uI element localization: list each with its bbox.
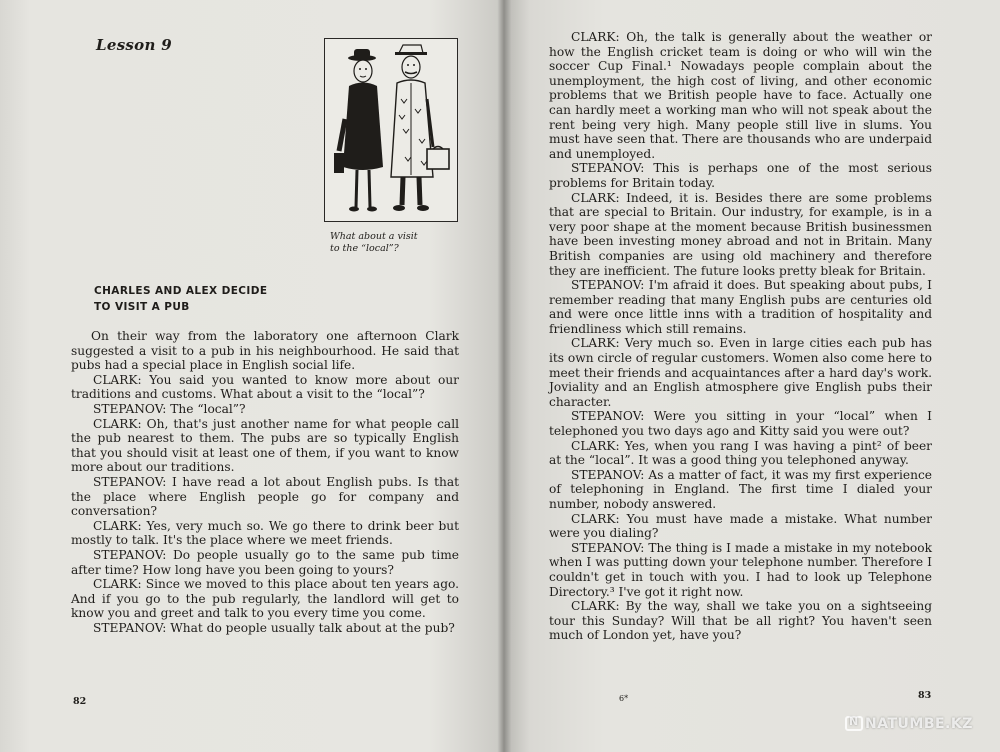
paragraph: STEPANOV: What do people usually talk about at the pub? [93, 620, 455, 635]
left-body-text [71, 329, 459, 635]
signature-mark: 6* [619, 694, 629, 703]
watermark [845, 716, 973, 732]
watermark-text: NATUMBE.KZ [865, 716, 973, 732]
paragraph: STEPANOV: The “local”? [93, 401, 246, 416]
cartoon-figures-icon [325, 39, 456, 220]
paragraph: CLARK: Since we moved to this place about ten years ago. And if you go to the pub regularly, the landlord will get to know you and greet and talk to you every time you come. [71, 577, 459, 621]
paragraph: CLARK: You must have made a mistake. What number were you dialing? [549, 511, 932, 541]
paragraph: CLARK: Yes, very much so. We go there to drink beer but mostly to talk. It's the place where we meet friends. [71, 518, 459, 548]
paragraph: CLARK: Oh, the talk is generally about the weather or how the English cricket team is doing or who will win the soccer Cup Final.¹ Nowadays people complain about the unemployment, the high cost of living, and other economic problems that we British people have to face. Actually one can hardly meet a working man who will not speak about the rent being very high. Many people still live in slums. You must have seen that. There are thousands who are underpaid and unemployed. [549, 30, 932, 161]
section-heading [94, 283, 267, 315]
paragraph: CLARK: Very much so. Even in large cities each pub has its own circle of regular customers. Women also come here to meet their friends and acquaintances after a hard day's work. Joviality and an English atmosphere give English pubs their character. [549, 336, 932, 409]
page-number-left: 82 [73, 696, 87, 707]
right-page [505, 0, 1000, 752]
paragraph: STEPANOV: Do people usually go to the same pub time after time? How long have you been going to yours? [71, 547, 459, 577]
page-number-right: 83 [918, 690, 932, 701]
paragraph: CLARK: Yes, when you rang I was having a pint² of beer at the “local”. It was a good thing you telephoned anyway. [549, 438, 932, 468]
paragraph: STEPANOV: I have read a lot about English pubs. Is that the place where English people go for company and conversation? [71, 474, 459, 519]
paragraph: STEPANOV: The thing is I made a mistake in my notebook when I was putting down your telephone number. Therefore I couldn't get in touch with you. I had to look up Telephone Directory.³ I've got it right now. [549, 540, 932, 599]
paragraph: On their way from the laboratory one afternoon Clark suggested a visit to a pub in his neighbourhood. He said that pubs had a special place in English social life. [71, 329, 459, 373]
section-heading-line: TO VISIT A PUB [94, 301, 190, 313]
paragraph: CLARK: By the way, shall we take you on a sightseeing tour this Sunday? Will that be all right? You haven't seen much of London yet, have you? [549, 599, 932, 643]
illustration-two-men [324, 38, 458, 222]
caption-line: to the “local”? [330, 243, 399, 254]
caption-line: What about a visit [330, 231, 418, 242]
section-heading-line: CHARLES AND ALEX DECIDE [94, 285, 268, 297]
paragraph: CLARK: Oh, that's just another name for what people call the pub nearest to them. The pubs are so typically English that you should visit at least one of them, if you want to know more about our traditions. [71, 416, 459, 475]
paragraph: STEPANOV: This is perhaps one of the most serious problems for Britain today. [549, 161, 932, 190]
paragraph: STEPANOV: As a matter of fact, it was my first experience of telephoning in England. The first time I dialed your number, nobody answered. [549, 467, 932, 511]
paragraph: STEPANOV: Were you sitting in your “local” when I telephoned you two days ago and Kitty said you were out? [549, 409, 932, 439]
paragraph: CLARK: You said you wanted to know more about our traditions and customs. What about a visit to the “local”? [71, 372, 459, 402]
book-gutter [497, 0, 511, 752]
illustration-caption [330, 231, 470, 255]
right-body-text [549, 30, 932, 643]
paragraph: CLARK: Indeed, it is. Besides there are some problems that are special to Britain. Our industry, for example, is in a very poor shape at the moment because British businessmen have been investing money abroad and not in Britain. Many British companies are using old machinery and therefore they are inefficient. The future looks pretty bleak for Britain. [549, 190, 932, 278]
lesson-title: Lesson 9 [96, 36, 172, 54]
watermark-logo-icon [845, 716, 863, 731]
paragraph: STEPANOV: I'm afraid it does. But speaking about pubs, I remember reading that many English pubs are centuries old and were once little inns with a tradition of hospitality and friendliness which still remains. [549, 278, 932, 336]
